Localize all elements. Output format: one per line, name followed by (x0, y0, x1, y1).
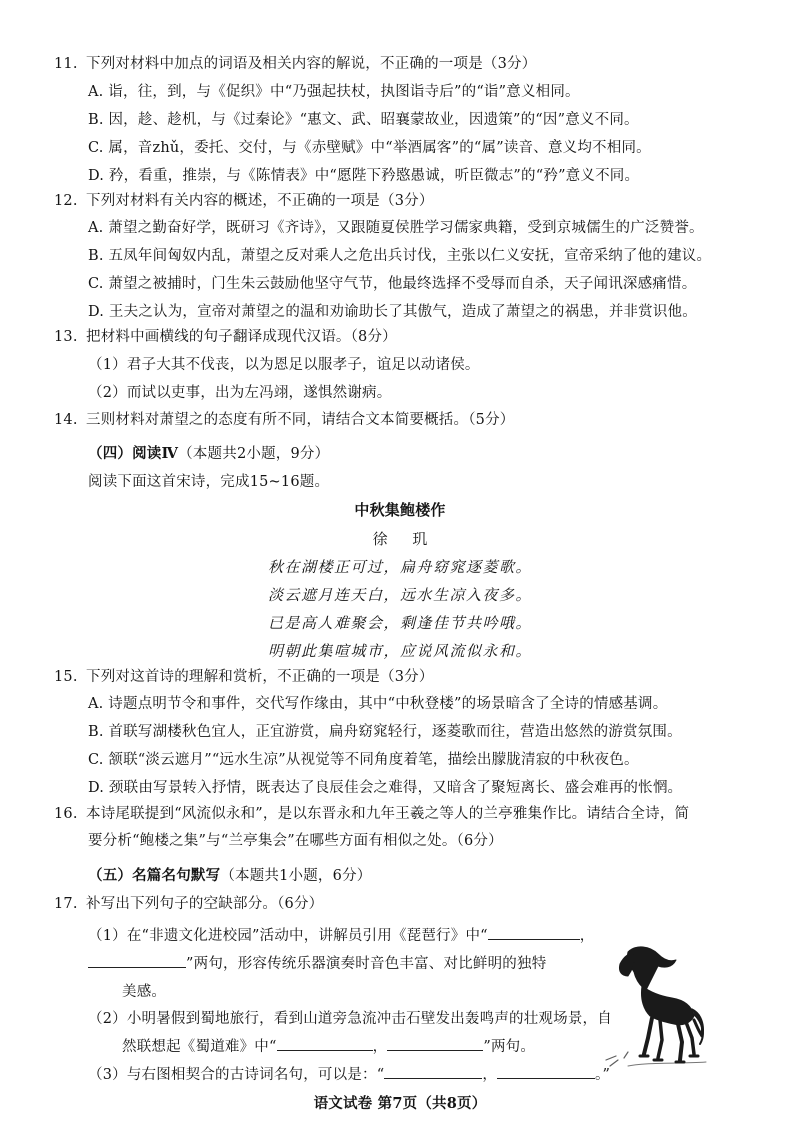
section-note: （本题共2小题，9分） (178, 446, 330, 462)
fill-item-2-cont (122, 1035, 535, 1056)
fill-text: 然联想起《蜀道难》中“ (122, 1039, 277, 1055)
fill-text: ， (372, 1039, 388, 1055)
question-number: 12. (54, 193, 78, 209)
question-stem: 下列对材料中加点的词语及相关内容的解说，不正确的一项是（3分） (86, 56, 537, 72)
translation-item-1: （1）君子大其不伐丧，以为恩足以服孝子，谊足以动诸侯。 (88, 357, 480, 373)
fill-text: 。” (595, 1067, 611, 1083)
fill-item-3 (88, 1063, 610, 1084)
page-footer: 语文试卷 第7页（共8页） (313, 1095, 487, 1112)
answer-blank[interactable] (88, 953, 186, 968)
question-stem: 本诗尾联提到“风流似永和”，是以东晋永和九年王羲之等人的兰亭雅集作比。请结合全诗，简 (86, 806, 690, 822)
question-stem: 下列对材料有关内容的概述，不正确的一项是（3分） (86, 193, 434, 209)
question-number: 17. (54, 896, 78, 912)
question-stem: 把材料中画横线的句子翻译成现代汉语。（8分） (86, 329, 397, 345)
poem-author: 徐 玑 (372, 530, 438, 548)
question-number: 14. (54, 412, 78, 428)
option-c: C. 颔联“淡云遮月”“远水生凉”从视觉等不同角度着笔，描绘出朦胧清寂的中秋夜色。 (88, 752, 639, 768)
question-number: 11. (54, 56, 78, 72)
poem-line: 已是高人难聚会，剩逢佳节共吟哦。 (267, 614, 532, 632)
answer-blank[interactable] (488, 925, 580, 940)
translation-item-2: （2）而试以吏事，出为左冯翊，遂惧然谢病。 (88, 385, 392, 401)
question-number: 15. (54, 669, 78, 685)
question-stem: 三则材料对萧望之的态度有所不同，请结合文本简要概括。（5分） (86, 412, 515, 428)
poem-line: 秋在湖楼正可过，扁舟窈窕逐菱歌。 (267, 558, 532, 576)
fill-text: ”两句，形容传统乐器演奏时音色丰富、对比鲜明的独特 (186, 956, 547, 972)
fill-text: ”两句。 (483, 1039, 536, 1055)
option-a: A. 诗题点明节令和事件，交代写作缘由，其中“中秋登楼”的场景暗含了全诗的情感基调。 (88, 696, 668, 712)
question-13 (54, 325, 397, 346)
option-c: C. 属，音zhǔ，委托、交付，与《赤壁赋》中“举酒属客”的“属”读音、意义均不相同。 (88, 140, 651, 156)
answer-blank[interactable] (277, 1036, 373, 1051)
question-stem: 下列对这首诗的理解和赏析，不正确的一项是（3分） (86, 669, 434, 685)
fill-text: ， (482, 1067, 498, 1083)
fill-item-1 (88, 924, 594, 945)
horse-painting-image (598, 940, 708, 1070)
answer-blank[interactable] (384, 1064, 482, 1079)
fill-text: ， (579, 928, 595, 944)
poem-line: 明朝此集喧城市，应说风流似永和。 (267, 642, 532, 660)
section-title: （四）阅读Ⅳ (88, 445, 179, 462)
question-16 (54, 802, 689, 823)
question-stem: 补写出下列句子的空缺部分。（6分） (86, 896, 324, 912)
fill-item-2: （2）小明暑假到蜀地旅行，看到山道旁急流冲击石壁发出轰鸣声的壮观场景，自 (88, 1011, 612, 1027)
option-b: B. 因，趁、趁机，与《过秦论》“惠文、武、昭襄蒙故业，因遗策”的“因”意义不同。 (88, 112, 639, 128)
option-a: A. 萧望之勤奋好学，既研习《齐诗》，又跟随夏侯胜学习儒家典籍，受到京城儒生的广泛赞誉。 (88, 220, 704, 236)
question-17 (54, 892, 323, 913)
question-12 (54, 189, 434, 210)
fill-text: （1）在“非遗文化进校园”活动中，讲解员引用《琵琶行》中“ (88, 928, 488, 944)
question-15 (54, 665, 434, 686)
option-d: D. 矜，看重，推崇，与《陈情表》中“愿陛下矜愍愚诚，听臣微志”的“矜”意义不同。 (88, 168, 640, 184)
poem-title: 中秋集鲍楼作 (354, 501, 446, 519)
question-number: 13. (54, 329, 78, 345)
option-a: A. 诣，往，到，与《促织》中“乃强起扶杖，执图诣寺后”的“诣”意义相同。 (88, 84, 580, 100)
question-11 (54, 52, 536, 73)
section-heading (88, 864, 371, 885)
section-note: （本题共1小题，6分） (220, 868, 372, 884)
answer-blank[interactable] (387, 1036, 483, 1051)
fill-item-1-cont (88, 952, 546, 973)
option-c: C. 萧望之被捕时，门生朱云鼓励他坚守气节，他最终选择不受辱而自杀，天子闻讯深感痛惜。 (88, 276, 697, 292)
section-title: （五）名篇名句默写 (88, 867, 221, 884)
option-b: B. 首联写湖楼秋色宜人，正宜游赏，扁舟窈窕轻行，逐菱歌而往，营造出悠然的游赏氛围。 (88, 724, 682, 740)
fill-item-1-end: 美感。 (122, 984, 167, 1000)
option-d: D. 王夫之认为，宣帝对萧望之的温和劝谕助长了其傲气，造成了萧望之的祸患，并非赏识他。 (88, 304, 697, 320)
section-heading (88, 442, 329, 463)
question-stem-continued: 要分析“鲍楼之集”与“兰亭集会”在哪些方面有相似之处。（6分） (88, 833, 503, 849)
fill-text: （3）与右图相契合的古诗词名句，可以是：“ (88, 1067, 385, 1083)
option-b: B. 五凤年间匈奴内乱，萧望之反对乘人之危出兵讨伐，主张以仁义安抚，宣帝采纳了他的建议。 (88, 248, 712, 264)
option-d: D. 颈联由写景转入抒情，既表达了良辰佳会之难得，又暗含了聚短离长、盛会难再的怅惘。 (88, 780, 683, 796)
section-intro: 阅读下面这首宋诗，完成15~16题。 (88, 474, 330, 490)
question-number: 16. (54, 806, 78, 822)
answer-blank[interactable] (497, 1064, 595, 1079)
question-14 (54, 408, 514, 429)
poem-line: 淡云遮月连天白，远水生凉入夜多。 (267, 586, 532, 604)
